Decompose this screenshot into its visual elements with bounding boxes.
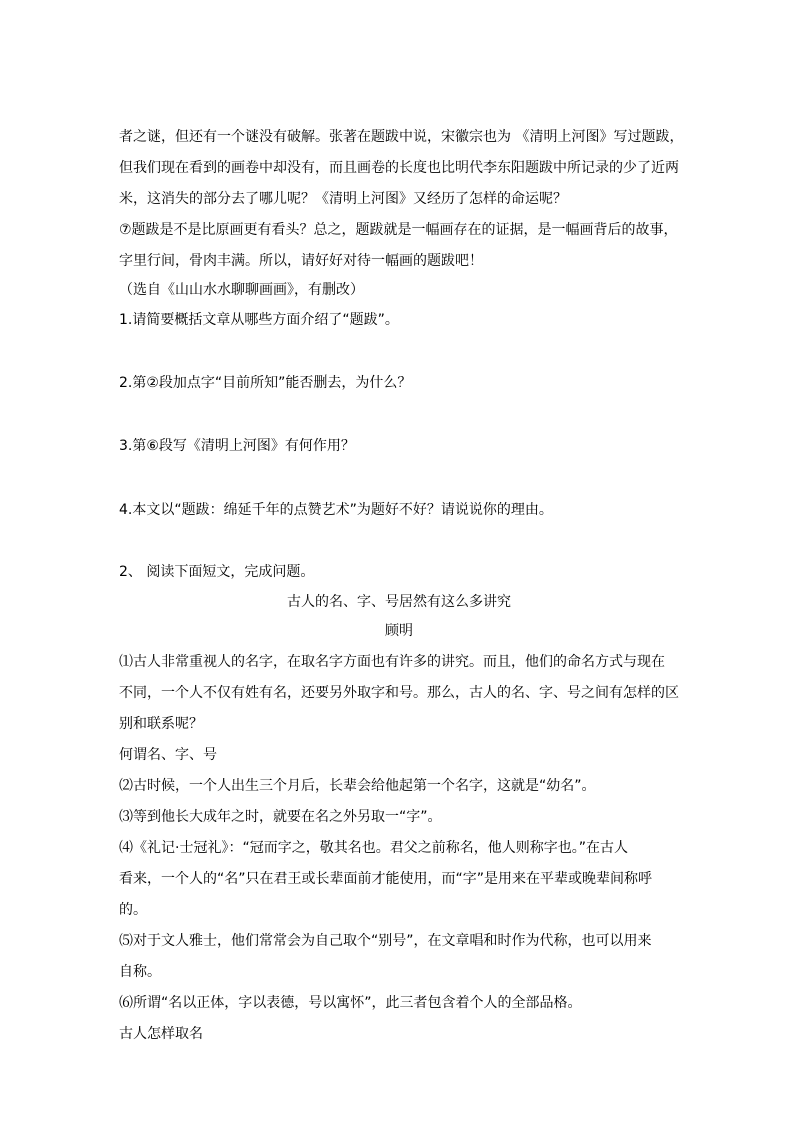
passage-line-2: 但我们现在看到的画卷中却没有，而且画卷的长度也比明代李东阳题跋中所记录的少了近两: [119, 160, 679, 176]
passage-line-5: 字里行间，骨肉丰满。所以，请好好对待一幅画的题跋吧！: [119, 253, 483, 269]
passage-line-1: 者之谜，但还有一个谜没有破解。张著在题跋中说，宋徽宗也为 《清明上河图》写过题跋，: [119, 129, 684, 145]
article-line-2: 不同，一个人不仅有姓有名，还要另外取字和号。那么，古人的名、字、号之间有怎样的区: [119, 685, 679, 701]
question-1: 1.请简要概括文章从哪些方面介绍了“题跋”。: [119, 312, 399, 328]
article-line-10: ⑸对于文人雅士，他们常常会为自己取个“别号”，在文章唱和时作为代称，也可以用来: [119, 933, 652, 949]
article-line-12: ⑹所谓“名以正体，字以表德，号以寓怀”，此三者包含着个人的全部品格。: [119, 995, 582, 1011]
article-line-9: 的。: [119, 902, 147, 918]
question-3: 3.第⑥段写《清明上河图》有何作用？: [119, 438, 355, 454]
article-line-11: 自称。: [119, 964, 161, 980]
question-2: 2.第②段加点字“目前所知”能否删去，为什么？: [119, 375, 412, 391]
section2-instruction: 2、 阅读下面短文，完成问题。: [119, 564, 315, 580]
passage-line-4: ⑦题跋是不是比原画更有看头？总之，题跋就是一幅画存在的证据，是一幅画背后的故事，: [119, 222, 678, 238]
article-title: 古人的名、字、号居然有这么多讲究: [287, 594, 511, 610]
article-line-8: 看来，一个人的“名”只在君王或长辈面前才能使用，而“字”是用来在平辈或晚辈间称呼: [119, 871, 653, 887]
passage-source: （选自《山山水水聊聊画画》，有删改）: [119, 282, 364, 298]
passage-line-3: 米，这消失的部分去了哪儿呢？《清明上河图》又经历了怎样的命运呢？: [119, 191, 567, 207]
article-line-6: ⑶等到他长大成年之时，就要在名之外另取一“字”。: [119, 809, 442, 825]
article-line-1: ⑴古人非常重视人的名字，在取名字方面也有许多的讲究。而且，他们的命名方式与现在: [119, 654, 665, 670]
article-subheading-2: 古人怎样取名: [119, 1026, 203, 1042]
article-line-7: ⑷《礼记·士冠礼》：“冠而字之，敬其名也。君父之前称名，他人则称字也。”在古人: [119, 840, 628, 856]
article-line-3: 别和联系呢？: [119, 716, 203, 732]
article-author: 顾明: [385, 623, 413, 639]
question-4: 4.本文以“题跋：绵延千年的点赞艺术”为题好不好？请说说你的理由。: [119, 502, 553, 518]
article-subheading-1: 何谓名、字、号: [119, 747, 217, 763]
article-line-5: ⑵古时候，一个人出生三个月后，长辈会给他起第一个名字，这就是“幼名”。: [119, 778, 596, 794]
